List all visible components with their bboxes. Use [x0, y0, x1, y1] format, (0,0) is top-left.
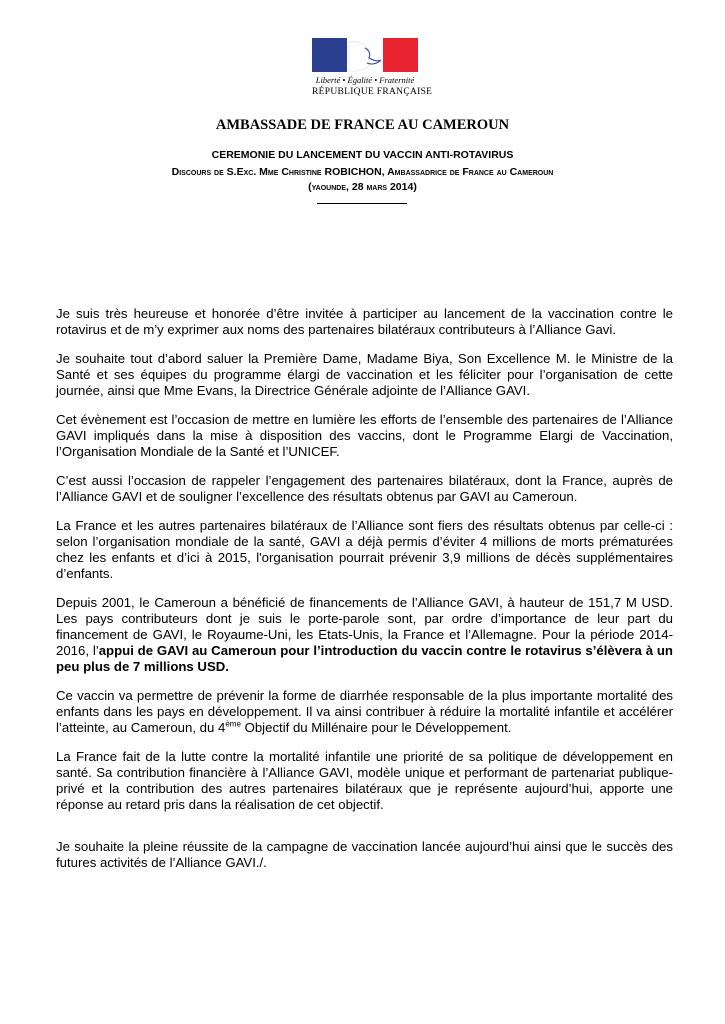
paragraph-3: Cet évènement est l’occasion de mettre en lumière les efforts de l’ensemble des partenaires de l’Alliance GAVI impliqués dans la mise à disposition des vaccins, dont le Programme Elargi de Vaccination, l’Organisation Mondiale de la Santé et l’UNICEF. [56, 412, 673, 459]
paragraph-6 [56, 595, 673, 675]
marianne-profile-icon [347, 38, 383, 72]
speech-date: (yaounde, 28 mars 2014) [308, 181, 417, 193]
paragraph-7-after: Objectif du Millénaire pour le Développement. [240, 720, 512, 735]
paragraph-7 [56, 688, 673, 736]
paragraph-6-text: Depuis 2001, le Cameroun a bénéficié de financements de l’Alliance GAVI, à hauteur de 151,7 M USD. Les pays contributeurs dont je suis le porte-parole sont, par ordre d’importance de leur part du financement de GAVI, le Royaume-Uni, les Etats-Unis, la France et l’Allemagne. Pour la période 2014-2016, l’ [56, 595, 673, 658]
title-divider [317, 203, 407, 204]
marianne-logo [312, 38, 433, 97]
paragraph-4: C’est aussi l’occasion de rappeler l’engagement des partenaires bilatéraux, dont la France, auprès de l’Alliance GAVI et de souligner l’excellence des résultats obtenus par GAVI au Cameroun. [56, 473, 673, 504]
republic-name: RÉPUBLIQUE FRANÇAISE [312, 87, 433, 97]
paragraph-7-before: Ce vaccin va permettre de prévenir la forme de diarrhée responsable de la plus importante mortalité des enfants dans les pays en développement. Il va ainsi contribuer à réduire la mortalité infantile et accélérer l’atteinte, au Cameroun, du 4 [56, 688, 673, 735]
paragraph-9: Je souhaite la pleine réussite de la campagne de vaccination lancée aujourd’hui ainsi que le succès des futures activités de l’Alliance GAVI./. [56, 839, 673, 870]
embassy-heading: AMBASSADE DE FRANCE AU CAMEROUN [215, 117, 510, 133]
flag-white-band [347, 38, 382, 72]
paragraph-5: La France et les autres partenaires bilatéraux de l’Alliance sont fiers des résultats obtenus par celle-ci : selon l’organisation mondiale de la santé, GAVI a déjà permis d’éviter 4 millions de morts prématurées chez les enfants et d’ici à 2015, l'organisation pourrait prévenir 3,9 millions de décès supplémentaires d’enfants. [56, 518, 673, 581]
paragraph-2: Je souhaite tout d’abord saluer la Première Dame, Madame Biya, Son Excellence M. le Ministre de la Santé et ses équipes du programme élargi de vaccination et les féliciter pour l’organisation de cette journée, ainsi que Mme Evans, la Directrice Générale adjointe de l’Alliance GAVI. [56, 351, 673, 398]
flag-blue-band [312, 38, 347, 72]
paragraph-7-sup: ème [225, 719, 241, 729]
marianne-logo-icon [312, 38, 418, 72]
speech-subtitle: Discours de S.Exc. Mme Christine ROBICHON, Ambassadrice de France au Cameroun [171, 166, 554, 178]
republic-motto: Liberté • Égalité • Fraternité [315, 75, 415, 85]
event-title: CEREMONIE DU LANCEMENT DU VACCIN ANTI-ROTAVIRUS [211, 149, 514, 161]
flag-red-band [383, 38, 418, 72]
paragraph-1: Je suis très heureuse et honorée d’être invitée à participer au lancement de la vaccination contre le rotavirus et de m’y exprimer aux noms des partenaires bilatéraux contributeurs à l’Alliance Gavi. [56, 306, 673, 337]
speech-body [56, 306, 673, 884]
paragraph-6-bold: appui de GAVI au Cameroun pour l’introduction du vaccin contre le rotavirus s’élèvera à un peu plus de 7 millions USD. [56, 643, 673, 674]
paragraph-8: La France fait de la lutte contre la mortalité infantile une priorité de sa politique de développement en santé. Sa contribution financière à l’Alliance GAVI, modèle unique et performant de partenariat publique-privé et la contribution des autres partenaires bilatéraux que je représente aujourd’hui, apporte une réponse au retard pris dans la réalisation de cet objectif. [56, 749, 673, 812]
